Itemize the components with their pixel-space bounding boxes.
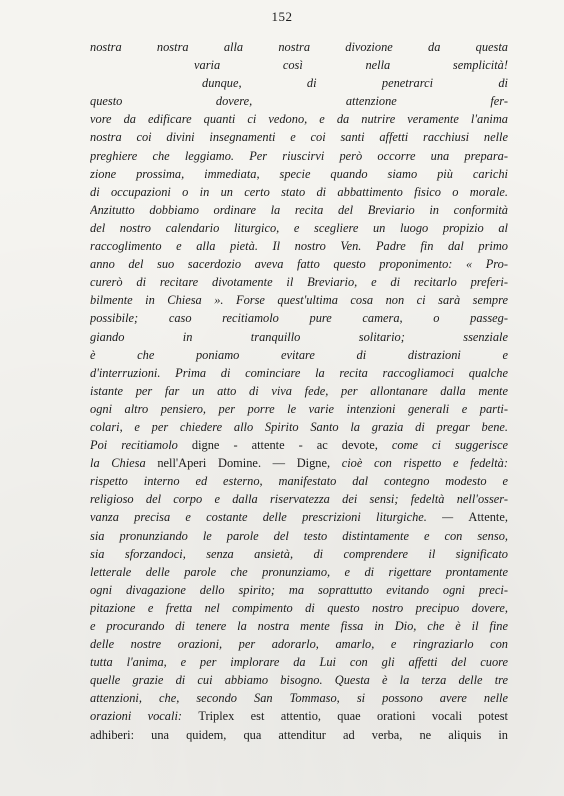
text-line xyxy=(90,436,508,454)
text-line xyxy=(90,92,508,110)
text-line xyxy=(90,490,508,508)
text-segment: pitazione e fretta nel compimento di questo nostro precipuo dovere, xyxy=(90,600,508,615)
text-segment: questo dovere, attenzione fer- xyxy=(90,94,508,109)
text-line xyxy=(90,219,508,237)
text-segment: dunque, di penetrarci di xyxy=(202,76,508,91)
text-line xyxy=(90,635,508,653)
text-segment: del nostro calendario liturgico, e scegliere un luogo propizio al xyxy=(90,220,508,235)
text-line xyxy=(90,201,508,219)
text-line xyxy=(90,653,508,671)
text-line xyxy=(90,707,508,725)
text-line xyxy=(90,527,508,545)
text-segment: . — xyxy=(257,456,297,471)
text-segment: curerò di recitare divotamente il Breviario, e di recitarlo preferi- xyxy=(90,275,508,290)
text-segment: delle nostre orazioni, per adorarlo, amarlo, e ringraziarlo con xyxy=(90,637,508,652)
text-line xyxy=(90,689,508,707)
text-segment: orazioni vocali: xyxy=(90,709,199,724)
text-segment: è che poniamo evitare di distrazioni e xyxy=(90,347,508,362)
text-line xyxy=(90,255,508,273)
text-segment: Digne xyxy=(296,456,327,471)
text-line xyxy=(90,599,508,617)
text-segment: tutta l'anima, e per implorare da Lui con gli affetti del cuore xyxy=(90,655,508,670)
text-segment: preghiere che leggiamo. Per riuscirvi però occorre una prepara- xyxy=(90,148,508,163)
text-segment: anno del suo sacerdozio aveva fatto questo proponimento: « Pro- xyxy=(90,257,508,272)
text-line xyxy=(90,382,508,400)
text-segment: , cioè con rispetto e fedeltà: xyxy=(326,456,508,471)
text-segment: Anzitutto dobbiamo ordinare la recita del Breviario in conformità xyxy=(90,202,508,217)
text-segment: attenzioni, che, secondo San Tommaso, si possono avere nelle xyxy=(90,691,508,706)
text-line xyxy=(90,617,508,635)
text-line xyxy=(90,273,508,291)
text-segment: nell'Aperi Domine xyxy=(157,456,258,471)
text-line xyxy=(90,183,508,201)
text-line xyxy=(90,400,508,418)
text-segment: possibile; caso recitiamolo pure camera, o passeg- xyxy=(90,311,508,326)
text-line xyxy=(90,74,508,92)
text-segment: e procurando di tenere la nostra mente fissa in Dio, che è il fine xyxy=(90,619,508,633)
text-segment: ogni divagazione dello spirito; ma soprattutto evitando ogni preci- xyxy=(90,582,508,597)
text-segment: zione prossima, immediata, specie quando siamo più carichi xyxy=(90,166,508,181)
text-segment: giando in tranquillo solitario; ssenziale xyxy=(90,329,508,344)
text-line xyxy=(90,581,508,599)
text-line xyxy=(90,726,508,744)
text-line xyxy=(90,291,508,309)
page-number: 152 xyxy=(271,9,293,24)
text-segment: , come ci suggerisce xyxy=(374,438,508,453)
text-segment: letterale delle parole che pronunziamo, e di rigettare prontamente xyxy=(90,564,508,579)
text-segment: digne - attente - ac devote xyxy=(191,438,375,453)
text-line xyxy=(90,563,508,581)
body-text xyxy=(90,38,508,744)
text-line xyxy=(90,418,508,436)
text-line xyxy=(90,309,508,327)
text-line xyxy=(90,454,508,472)
text-segment: di occupazioni o in un certo stato di abbattimento fisico o morale. xyxy=(90,184,508,199)
text-segment: vanza precisa e costante delle prescrizioni liturgiche. — xyxy=(90,510,469,525)
text-segment: vore da edificare quanti ci vedono, e da nutrire veramente l'anima xyxy=(90,112,508,127)
text-line xyxy=(90,110,508,128)
text-line xyxy=(90,346,508,364)
text-line xyxy=(90,237,508,255)
text-line xyxy=(90,38,508,56)
text-segment: istante per far un atto di viva fede, per allontanare dalla mente xyxy=(90,383,508,398)
text-segment: la Chiesa xyxy=(90,456,158,471)
text-line xyxy=(90,508,508,526)
text-segment: colari, e per chiedere allo Spirito Santo la grazia di pregar bene. xyxy=(90,419,508,434)
text-segment: ogni altro pensiero, per porre le varie intenzioni generali e parti- xyxy=(90,401,508,416)
text-segment: raccoglimento e alla pietà. Il nostro Ven. Padre fin dal primo xyxy=(90,239,508,254)
text-line xyxy=(90,364,508,382)
text-line xyxy=(90,165,508,183)
text-segment: quelle grazie di cui abbiamo bisogno. Questa è la terza delle tre xyxy=(90,673,508,688)
text-line xyxy=(90,128,508,146)
text-line xyxy=(90,328,508,346)
text-segment: nostra coi divini insegnamenti e coi santi affetti racchiusi nelle xyxy=(90,130,508,145)
text-segment: varia così nella semplicità! xyxy=(194,58,508,73)
text-line xyxy=(90,545,508,563)
text-segment: rispetto interno ed esterno, manifestato dal contegno modesto e xyxy=(90,474,508,489)
text-segment: Attente xyxy=(468,510,505,525)
text-segment: Triplex est attentio, quae orationi vocali potest xyxy=(198,709,508,724)
text-segment: religioso del corpo e dalla riservatezza dei sensi; fedeltà nell'osser- xyxy=(90,492,508,507)
text-line xyxy=(90,147,508,165)
text-segment: sia pronunziando le parole del testo distintamente e con senso, xyxy=(90,528,508,543)
text-segment: sia sforzandoci, senza ansietà, di comprendere il significato xyxy=(90,546,508,561)
text-segment: Poi recitiamolo xyxy=(90,438,192,453)
text-segment: bilmente in Chiesa ». Forse quest'ultima cosa non ci sarà sempre xyxy=(90,293,508,308)
text-line xyxy=(90,56,508,74)
text-segment: d'interruzioni. Prima di cominciare la recita raccogliamoci qualche xyxy=(90,365,508,380)
text-segment: adhiberi: una quidem, qua attenditur ad verba, ne aliquis in xyxy=(90,727,508,742)
text-segment: , xyxy=(504,510,508,525)
text-line xyxy=(90,472,508,490)
text-segment: nostra nostra alla nostra divozione da questa xyxy=(90,40,508,54)
text-line xyxy=(90,671,508,689)
